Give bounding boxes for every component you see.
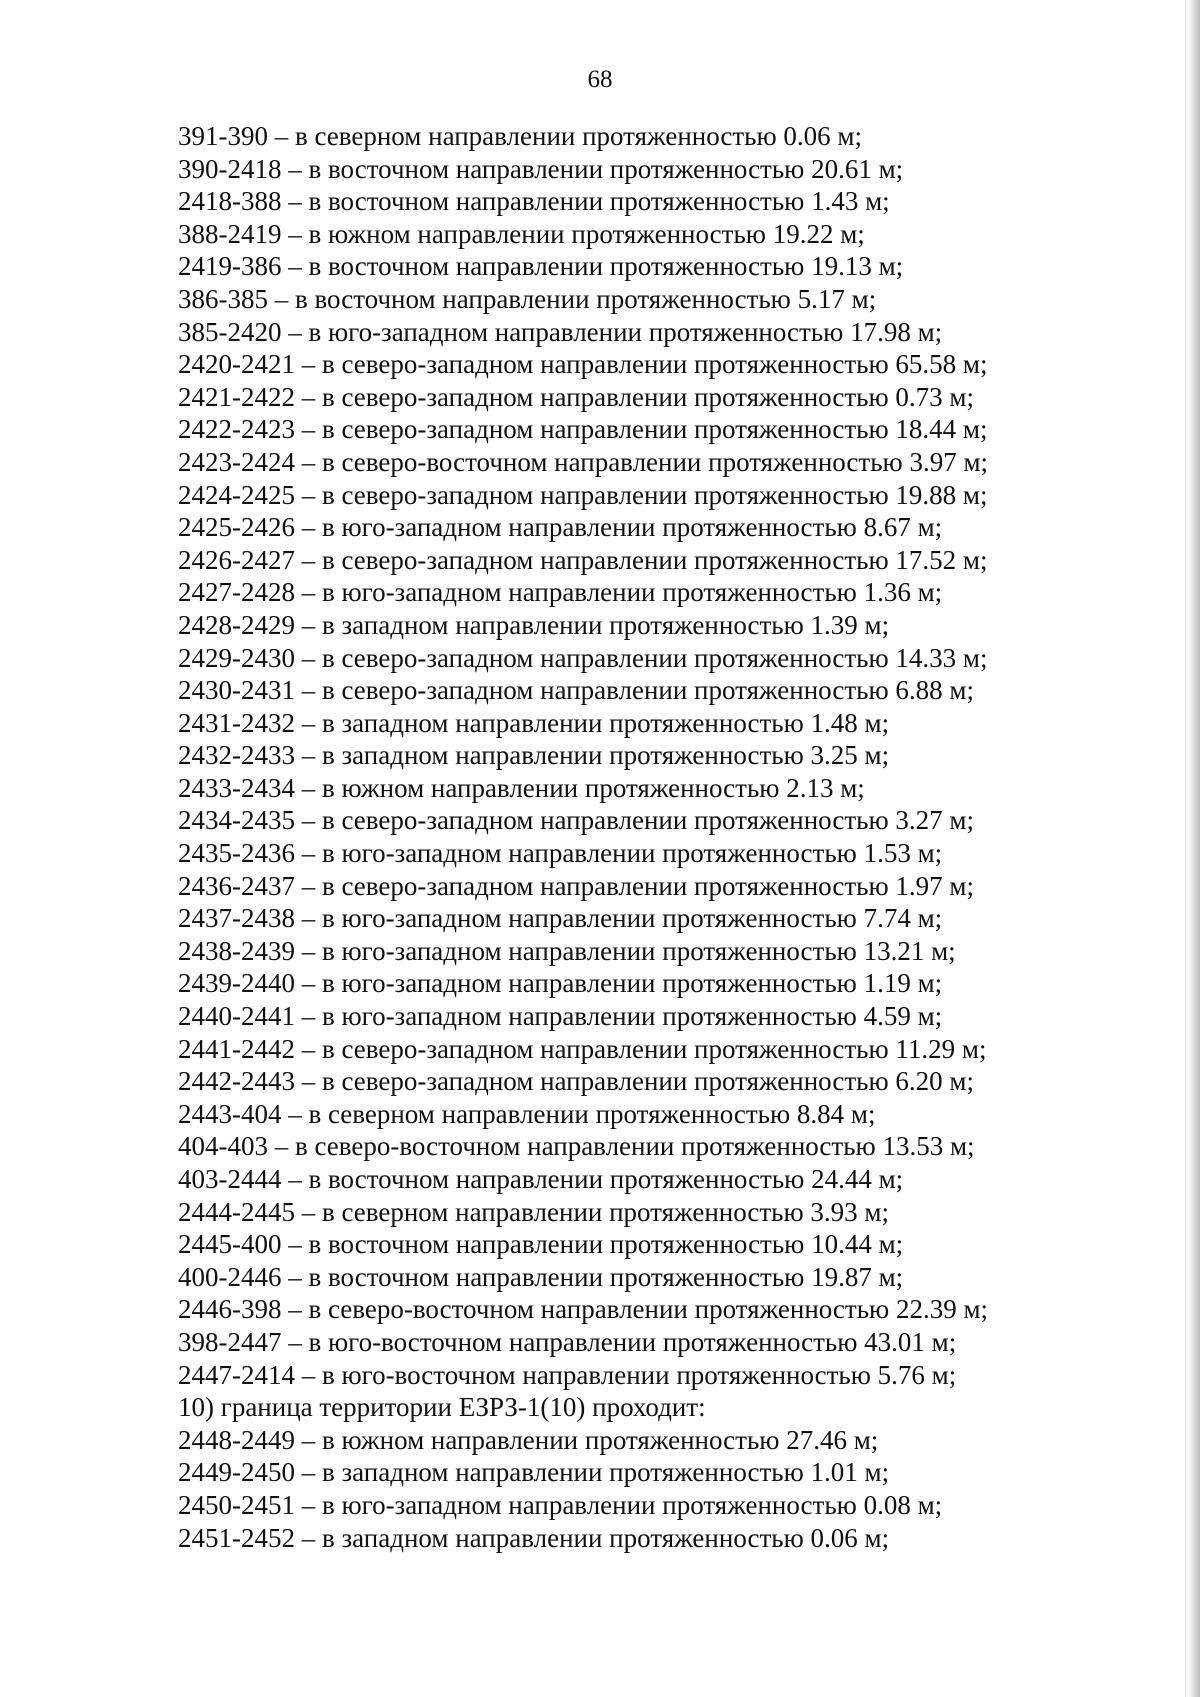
scan-edge-shadow — [1188, 0, 1200, 1697]
boundary-segment-line: 2444-2445 – в северном направлении протяженностью 3.93 м; — [178, 1196, 890, 1227]
boundary-segment-line: 2422-2423 – в северо-западном направлении протяженностью 18.44 м; — [178, 414, 988, 445]
boundary-segment-line: 2441-2442 – в северо-западном направлении протяженностью 11.29 м; — [178, 1033, 987, 1064]
boundary-segment-line: 2433-2434 – в южном направлении протяженностью 2.13 м; — [178, 772, 865, 803]
boundary-segment-line: 2430-2431 – в северо-западном направлении протяженностью 6.88 м; — [178, 675, 974, 706]
boundary-segment-line: 385-2420 – в юго-западном направлении протяженностью 17.98 м; — [178, 316, 943, 347]
boundary-segment-line: 2418-388 – в восточном направлении протяженностью 1.43 м; — [178, 186, 890, 217]
boundary-segment-line: 2421-2422 – в северо-западном направлении протяженностью 0.73 м; — [178, 381, 974, 412]
boundary-segment-line: 2429-2430 – в северо-западном направлении протяженностью 14.33 м; — [178, 642, 988, 673]
boundary-segment-line: 2426-2427 – в северо-западном направлении протяженностью 17.52 м; — [178, 544, 988, 575]
boundary-segment-line: 2419-386 – в восточном направлении протяженностью 19.13 м; — [178, 251, 904, 282]
boundary-segment-line: 2427-2428 – в юго-западном направлении протяженностью 1.36 м; — [178, 577, 943, 608]
boundary-segment-line: 2446-398 – в северо-восточном направлении протяженностью 22.39 м; — [178, 1294, 989, 1325]
boundary-segment-line: 2439-2440 – в юго-западном направлении протяженностью 1.19 м; — [178, 968, 943, 999]
boundary-segment-line: 2424-2425 – в северо-западном направлении протяженностью 19.88 м; — [178, 479, 988, 510]
boundary-segment-line: 2450-2451 – в юго-западном направлении протяженностью 0.08 м; — [178, 1489, 943, 1520]
boundary-segment-line: 388-2419 – в южном направлении протяженностью 19.22 м; — [178, 218, 865, 249]
boundary-segment-line: 2437-2438 – в юго-западном направлении протяженностью 7.74 м; — [178, 903, 943, 934]
boundary-segment-line: 2449-2450 – в западном направлении протяженностью 1.01 м; — [178, 1457, 890, 1488]
boundary-segment-line: 391-390 – в северном направлении протяженностью 0.06 м; — [178, 121, 863, 151]
boundary-segment-line: 2438-2439 – в юго-западном направлении протяженностью 13.21 м; — [178, 935, 956, 966]
boundary-segment-line: 386-385 – в восточном направлении протяженностью 5.17 м; — [178, 283, 877, 314]
boundary-segment-line: 2440-2441 – в юго-западном направлении протяженностью 4.59 м; — [178, 1001, 943, 1032]
boundary-description — [178, 120, 1078, 1554]
boundary-segment-line: 2447-2414 – в юго-восточном направлении протяженностью 5.76 м; — [178, 1359, 957, 1390]
boundary-segment-line: 403-2444 – в восточном направлении протяженностью 24.44 м; — [178, 1164, 904, 1194]
boundary-segment-line: 2445-400 – в восточном направлении протяженностью 10.44 м; — [178, 1229, 904, 1260]
boundary-segment-line: 2423-2424 – в северо-восточном направлении протяженностью 3.97 м; — [178, 446, 989, 477]
boundary-segment-line: 2432-2433 – в западном направлении протяженностью 3.25 м; — [178, 740, 890, 771]
boundary-segment-line: 404-403 – в северо-восточном направлении протяженностью 13.53 м; — [178, 1131, 975, 1162]
boundary-segment-line: 2428-2429 – в западном направлении протяженностью 1.39 м; — [178, 609, 890, 640]
boundary-segment-line: 2443-404 – в северном направлении протяженностью 8.84 м; — [178, 1098, 876, 1129]
boundary-segment-line: 400-2446 – в восточном направлении протяженностью 19.87 м; — [178, 1261, 904, 1292]
boundary-segment-line: 2436-2437 – в северо-западном направлении протяженностью 1.97 м; — [178, 870, 974, 901]
boundary-segment-line: 398-2447 – в юго-восточном направлении протяженностью 43.01 м; — [178, 1326, 957, 1357]
boundary-segment-line: 2434-2435 – в северо-западном направлении протяженностью 3.27 м; — [178, 805, 974, 836]
page-number: 68 — [587, 66, 613, 93]
boundary-segment-line: 2448-2449 – в южном направлении протяженностью 27.46 м; — [178, 1424, 879, 1455]
boundary-segment-line: 2431-2432 – в западном направлении протяженностью 1.48 м; — [178, 707, 890, 738]
boundary-segment-line: 2451-2452 – в западном направлении протяженностью 0.06 м; — [178, 1522, 890, 1553]
boundary-segment-line: 2420-2421 – в северо-западном направлении протяженностью 65.58 м; — [178, 349, 988, 380]
boundary-segment-line: 390-2418 – в восточном направлении протяженностью 20.61 м; — [178, 153, 904, 184]
boundary-segment-line: 2442-2443 – в северо-западном направлении протяженностью 6.20 м; — [178, 1066, 974, 1097]
scan-edge-line — [1185, 0, 1186, 1697]
section-heading: 10) граница территории ЕЗРЗ-1(10) проходит: — [178, 1392, 706, 1423]
boundary-segment-line: 2435-2436 – в юго-западном направлении протяженностью 1.53 м; — [178, 838, 943, 869]
boundary-segment-line: 2425-2426 – в юго-западном направлении протяженностью 8.67 м; — [178, 512, 943, 543]
